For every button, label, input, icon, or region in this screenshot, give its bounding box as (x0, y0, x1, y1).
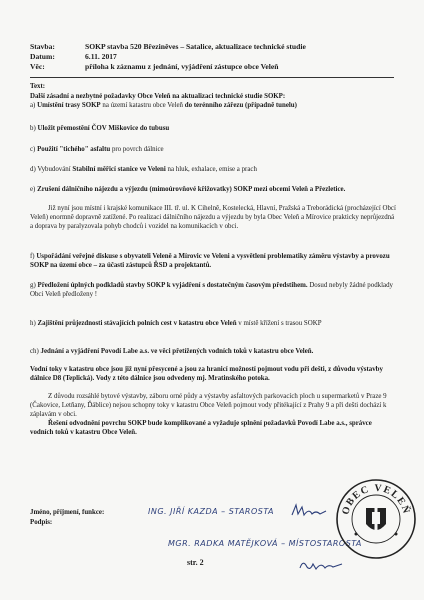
item-h: h) Zajištění průjezdnosti stávajících polních cest v katastru obce Veleň v místě křížení s trasou SOKP (30, 320, 322, 327)
datum-row (30, 52, 117, 62)
item-f: f) Uspořádání veřejné diskuse s obyvateli Veleně a Mírovic ve Veleni a vysvětlení problematiky záměru výstavby a provozu SOKP na území obce – za účasti zástupců ŘSD a projektantů. (30, 253, 390, 269)
signature-mark-1 (290, 502, 328, 520)
handwritten-name-1: ING. JIŘÍ KAZDA – STAROSTA (148, 507, 274, 516)
datum-value: 6.11. 2017 (85, 52, 117, 61)
item-ch-text3: Řešení odvodnění povrchu SOKP bude komplikované a vyžaduje splnění požadavků Povodí Labe a.s., správce vodních toků v katastru Obce Veleň. (30, 420, 372, 436)
page-number: str. 2 (187, 558, 204, 567)
stavba-value: SOKP stavba 520 Březiněves – Satalice, aktualizace technické studie (85, 42, 306, 51)
item-a: a) Umístění trasy SOKP na území katastru obce Veleň do terénního zářezu (případně tunelu) (30, 102, 297, 109)
item-d: d) Vybudování Stabilní měřicí stanice ve Veleni na hluk, exhalace, emise a prach (30, 166, 257, 173)
item-b: b) Uložit přemostění ČOV Miškovice do tubusu (30, 125, 170, 132)
datum-label: Datum: (30, 52, 55, 61)
intro-line: Další zásadní a nezbytné požadavky Obce Veleň na aktualizaci technické studie SOKP: (30, 93, 286, 100)
header-divider (30, 77, 394, 78)
vec-row (30, 62, 278, 72)
item-g: g) Předložení úplných podkladů stavby SOKP k vyjádření s dostatečným časovým předstihem. Dosud nebyly žádné podklady Obci Veleň předloženy ! (30, 282, 393, 298)
sign-label: Podpis: (30, 519, 53, 526)
stavba-row (30, 42, 306, 52)
stavba-label: Stavba: (30, 42, 55, 51)
item-e-text: Již nyní jsou místní i krajské komunikace III. tř. ul. K Cihelně, Kostelecká, Hlavní, Pražská a Treborádická (procházející Obcí Veleň) enormně dopravně zatížené. Po realizaci dálničního nájezdu a výjezdu by byla Obec Veleň a Mírovice prakticky neprůjezdná a doprava by paralyzovala pohyb chodců i vozidel na komunikacích v obci. (30, 205, 396, 230)
svg-text:OBEC VELEŇ: OBEC VELEŇ (340, 482, 412, 517)
item-ch-text2: Z důvodu rozsáhlé bytové výstavby, záboru orné půdy a výstavby asfaltových parkovacích ploch u supermarketů v Praze 9 (Čakovice, Letňany, Ďáblice) nejsou schopny toky v katastru Obce Veleň pojmout vody přitékající z Prahy 9 a při dešti dochází k záplavám v obci. (30, 393, 387, 418)
item-c: c) Použití "tichého" asfaltu pro povrch dálnice (30, 146, 164, 153)
text-label: Text: (30, 83, 46, 90)
name-label: Jméno, příjmení, funkce: (30, 509, 105, 516)
item-e: e) Zrušení dálničního nájezdu a výjezdu (mimoúrovňové křižovatky) SOKP mezi obcemi Veleň a Přezletice. (30, 186, 346, 193)
item-ch-text1: Vodní toky v katastru obce jsou již nyní přesycené a jsou za hranicí možností pojmout vodu při dešti, z důvodu výstavby dálnice D8 (Teplická). Vody z této dálnice jsou odvedeny mj. Mratinského potoka. (30, 366, 383, 382)
item-ch: ch) Jednání a vyjádření Povodí Labe a.s. ve věci přetížených vodních toků v katastru obce Veleň. (30, 348, 314, 355)
obec-velen-stamp (335, 478, 417, 560)
vec-label: Věc: (30, 62, 45, 71)
vec-value: příloha k záznamu z jednání, vyjádření zástupce obce Veleň (85, 62, 279, 71)
handwritten-name-2: MGR. RADKA MATĚJKOVÁ – MÍSTOSTAROSTA (168, 539, 362, 548)
